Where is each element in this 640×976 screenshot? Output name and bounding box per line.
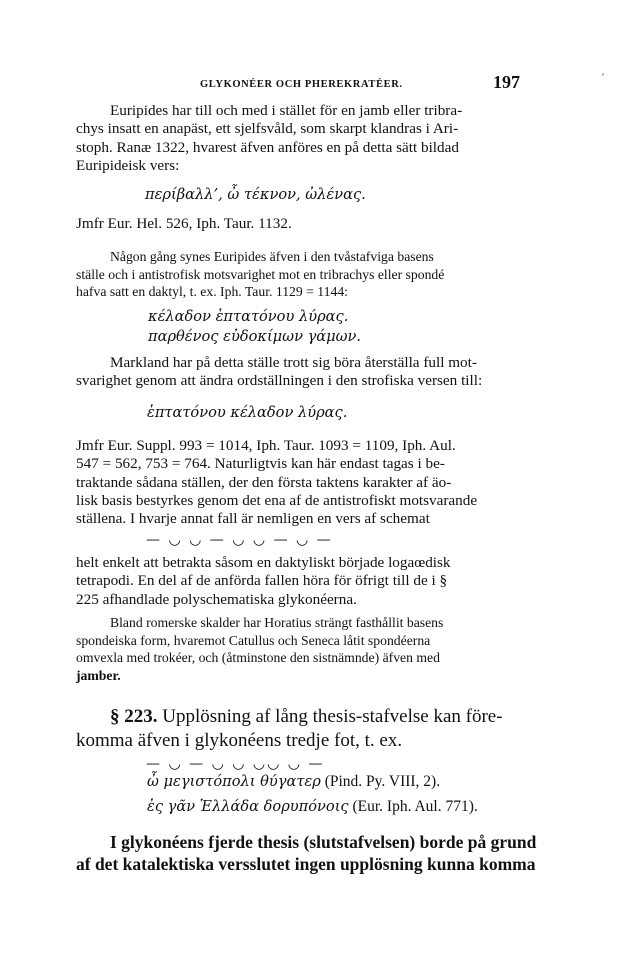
text-line: 225 afhandlade polyschematiska glykonéerna. xyxy=(76,590,357,608)
paragraph-tetrapody xyxy=(76,554,541,609)
paragraph-dactyl-base xyxy=(76,248,541,301)
citation-greek: ὦ μεγιστόπολι θύγατερ xyxy=(147,773,321,790)
section-title: Upplösning af lång thesis-stafvelse kan före- xyxy=(162,706,503,727)
text-line: 547 = 562, 753 = 764. Naturligtvis kan här endast tagas i be- xyxy=(76,455,445,473)
text-line: ställena. I hvarje annat fall är nemligen en vers af schemat xyxy=(76,510,430,528)
text-line: omvexla med trokéer, och (åtminstone den sistnämnde) äfven med xyxy=(76,650,440,666)
text-line: stoph. Ranæ 1322, hvarest äfven anföres en på detta sätt bildad xyxy=(76,138,459,156)
text-line: helt enkelt att betrakta såsom en daktyliskt började logaœdisk xyxy=(76,554,451,571)
text-line: Bland romerske skalder har Horatius strängt fasthållit basens xyxy=(110,615,444,630)
text-line: Euripideisk vers: xyxy=(76,156,180,174)
section-title-cont: komma äfven i glykonéens tredje fot, t. ex. xyxy=(76,729,403,751)
margin-tick: ´ xyxy=(600,74,605,85)
page-number: 197 xyxy=(493,72,520,92)
citation-ref: (Eur. Iph. Aul. 771). xyxy=(352,798,478,815)
text-line: jamber. xyxy=(76,667,121,683)
paragraph-euripides-anapaest xyxy=(76,102,541,175)
text-line: tetrapodi. En del af de anförda fallen höra för öfrigt till de i § xyxy=(76,572,448,590)
citation-pindar xyxy=(147,773,440,791)
text-line: af det katalektiska versslutet ingen upplösning kunna komma xyxy=(76,853,536,874)
text-line: Markland har på detta ställe trott sig böra återställa full mot- xyxy=(110,354,477,371)
section-number: 223. xyxy=(124,706,158,727)
text-line: lisk basis bestyrkes genom det ena af de antistrofiskt motsvarande xyxy=(76,491,478,509)
text-line: traktande sådana ställen, der den första taktens karakter af äo- xyxy=(76,473,452,491)
reference-line: Jmfr Eur. Hel. 526, Iph. Taur. 1132. xyxy=(76,215,292,232)
text-line: ställe och i antistrofisk motsvarighet mot en tribrachys eller spondé xyxy=(76,266,445,282)
paragraph-references xyxy=(76,437,541,528)
text-line: hafva satt en daktyl, t. ex. Iph. Taur. 1129 = 1144: xyxy=(76,284,348,300)
citation-ref: (Pind. Py. VIII, 2). xyxy=(324,773,441,790)
running-title: GLYKONÉER OCH PHEREKRATÉER. xyxy=(200,79,403,90)
paragraph-roman-poets xyxy=(76,614,541,684)
page-header xyxy=(0,72,640,96)
text-line: spondeiska form, hvaremot Catullus och Seneca låtit spondéerna xyxy=(76,632,431,648)
text-line: svarighet genom att ändra ordställningen i den strofiska versen till: xyxy=(76,372,483,390)
text-line: Euripides har till och med i stället för en jamb eller tribra- xyxy=(110,102,463,119)
text-line: chys insatt en anapäst, ett sjelfsvåld, som skarpt klandras i Ari- xyxy=(76,120,459,138)
greek-verse-antistrophe: παρθένος εὐδοκίμων γάμων. xyxy=(148,328,362,345)
section-sign: § xyxy=(110,706,120,727)
text-line: I glykonéens fjerde thesis (slutstafvelsen) borde på grund xyxy=(110,832,537,852)
metrical-scheme-resolution: — ◡ — ◡ ◡ ◡◡ ◡ — xyxy=(146,756,325,772)
citation-greek: ἐς γᾶν Ἑλλάδα δορυπόνοις xyxy=(147,798,349,815)
paragraph-fourth-thesis xyxy=(76,832,541,875)
greek-verse-quote: περίβαλλ’, ὦ τέκνον, ὠλένας. xyxy=(145,186,366,203)
greek-verse-strophe: κέλαδον ἑπτατόνου λύρας. xyxy=(148,308,349,325)
citation-euripides xyxy=(147,798,478,816)
paragraph-markland xyxy=(76,354,541,391)
greek-verse-emended: ἑπτατόνου κέλαδον λύρας. xyxy=(147,404,348,421)
section-223-heading xyxy=(76,705,541,752)
text-line: Någon gång synes Euripides äfven i den tvåstafviga basens xyxy=(110,249,434,264)
text-line: Jmfr Eur. Suppl. 993 = 1014, Iph. Taur. 1093 = 1109, Iph. Aul. xyxy=(76,437,456,454)
metrical-scheme: — ◡ ◡ — ◡ ◡ — ◡ — xyxy=(146,532,333,548)
